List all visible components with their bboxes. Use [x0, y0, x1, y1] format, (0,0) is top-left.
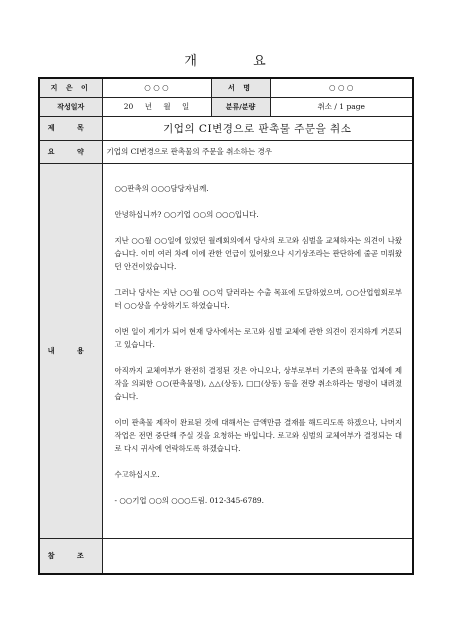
document-title: 개 요 — [184, 54, 292, 69]
reference-label: 참 조 — [39, 538, 102, 574]
content-paragraph: 이번 일이 계기가 되어 현재 당사에서는 로고와 심벌 교체에 관한 의견이 진지하게 거론되고 있습니다. — [114, 326, 402, 349]
content-paragraph: 그러나 당사는 지난 ○○월 ○○억 달러라는 수출 목표에 도달하였으며, ○○산업협회로부터 ○○상을 수상하기도 하였습니다. — [114, 287, 402, 310]
content-paragraph: 아직까지 교체여부가 완전히 결정된 것은 아니오나, 상부로부터 기존의 판촉물 업체에 제작을 의뢰한 ○○(판촉물명), △△(상동), □□(상동) 등을 전량 취소하라는 명령이 내려졌습니다. — [114, 365, 402, 401]
date-value: 20 년 월 일 — [102, 97, 211, 116]
subject-row — [39, 116, 413, 140]
content-body — [102, 163, 413, 538]
author-value: ○ ○ ○ — [102, 78, 211, 97]
date-row — [39, 97, 413, 116]
summary-form-table — [38, 77, 414, 575]
summary-row — [39, 140, 413, 163]
content-label: 내 용 — [39, 163, 102, 538]
author-row — [39, 78, 413, 97]
signature-value: ○ ○ ○ — [270, 78, 413, 97]
content-paragraph: 수고하십시오. — [114, 469, 160, 479]
summary-value: 기업의 CI변경으로 판촉물의 주문을 취소하는 경우 — [102, 140, 413, 163]
date-label: 작성일자 — [39, 97, 102, 116]
subject-label: 제 목 — [39, 116, 102, 140]
reference-value — [102, 538, 413, 574]
signature-label: 서 명 — [211, 78, 270, 97]
summary-label: 요 약 — [39, 140, 102, 163]
category-label: 분류/분량 — [211, 97, 270, 116]
content-paragraph: 지난 ○○월 ○○일에 있었던 월례회의에서 당사의 로고와 심벌을 교체하자는 의견이 나왔습니다. 이미 여러 차례 이에 관한 언급이 있어왔으나 시기상조라는 판단하에 줄곧 미뤄왔던 안건이었습니다. — [114, 235, 402, 271]
content-row — [39, 163, 413, 538]
category-value: 취소 / 1 page — [270, 97, 413, 116]
reference-row — [39, 538, 413, 574]
content-paragraph: 안녕하십니까? ○○기업 ○○의 ○○○입니다. — [114, 209, 259, 219]
author-label: 지 은 이 — [39, 78, 102, 97]
content-paragraph: - ○○기업 ○○의 ○○○드림. 012-345-6789. — [114, 495, 264, 505]
subject-value: 기업의 CI변경으로 판촉물 주문을 취소 — [102, 116, 413, 140]
content-paragraph: ○○판촉의 ○○○담당자님께. — [114, 183, 209, 193]
content-paragraph: 이미 판촉물 제작이 완료된 것에 대해서는 금액만큼 결재를 해드리도록 하겠으나, 나머지 작업은 전면 중단해 주실 것을 요청하는 바입니다. 로고와 심벌의 교체여부가 결정되는 대로 다시 귀사에 연락하도록 하겠습니다. — [114, 417, 402, 453]
